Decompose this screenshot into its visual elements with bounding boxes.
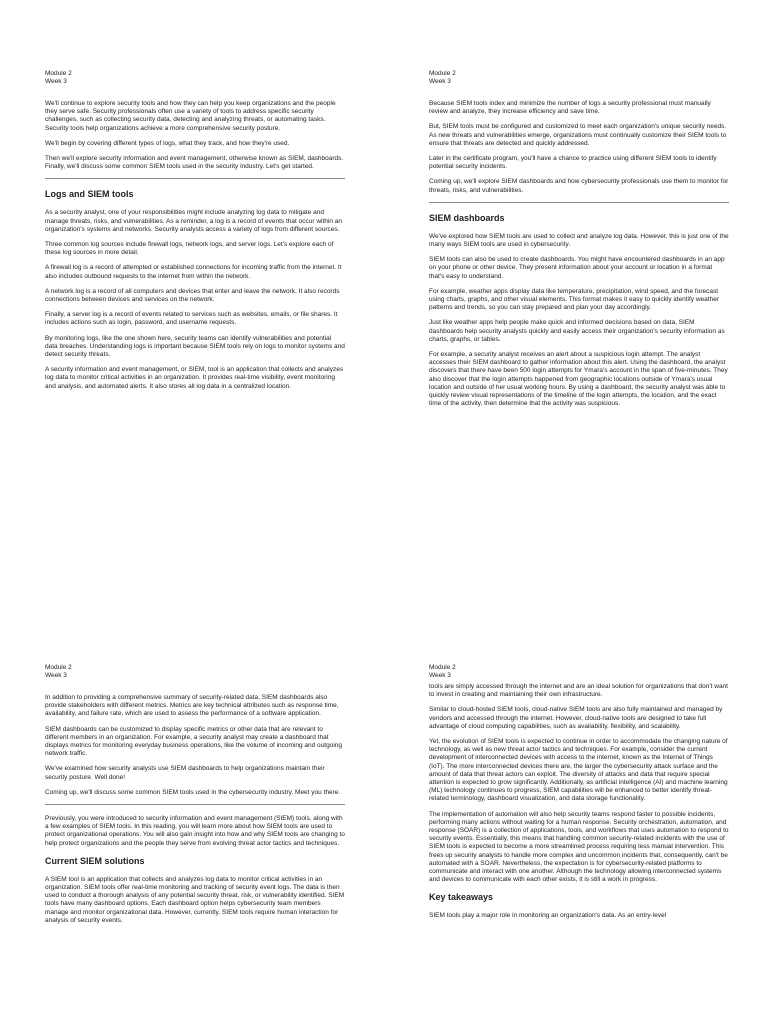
paragraph: We've examined how security analysts use SIEM dashboards to help organizations maintain their security posture. Well done! xyxy=(45,765,325,781)
paragraph: A SIEM tool is an application that collects and analyzes log data to monitor critical activities in an organization. SIEM tools offer real-time monitoring and tracking of security event logs. The data is then used to conduct a thorough analysis of any potential security threat, risk, or vulnerability identified. SIEM tools have many dashboard options. Each dashboard option helps cybersecurity team members manage and monitor organizational data. However, currently, SIEM tools require human interaction for analysis of security events. xyxy=(45,875,345,924)
section-heading: Current SIEM solutions xyxy=(45,855,145,866)
paragraph: Then we'll explore security information and event management, otherwise known as SIEM, dashboards. Finally, we'll discuss some common SIEM tools used in the security industry. Let's get started. xyxy=(45,155,344,171)
paragraph: By monitoring logs, like the one shown here, security teams can identify vulnerabilities and potential data breaches. Understanding logs is important because SIEM tools rely on logs to monitor systems and detect security threats. xyxy=(45,334,345,359)
section-heading: Key takeaways xyxy=(429,892,494,903)
section-divider xyxy=(429,202,729,203)
paragraph: In addition to providing a comprehensive summary of security-related data, SIEM dashboards also provide stakeholders with different metrics. Metrics are key technical attributes such as response time, availability, and failure rate, which are used to assess the performance of a software application. xyxy=(45,694,339,718)
paragraph: We'll begin by covering different types of logs, what they track, and how they're used. xyxy=(45,139,290,147)
paragraph: For example, weather apps display data like temperature, precipitation, wind speed, and the forecast using charts, graphs, and other visual elements. This format makes it easy to quickly identify weather patterns and trends, so you can stay prepared and plan your day accordingly. xyxy=(429,287,719,312)
paragraph: As a security analyst, one of your responsibilities might include analyzing log data to mitigate and manage threats, risks, and vulnerabilities. As a reminder, a log is a record of events that occur within an organization's systems and networks. Security analysts access a variety of logs from different sources. xyxy=(45,209,342,233)
module-label: Module 2 xyxy=(429,664,456,671)
paragraph: Similar to cloud-hosted SIEM tools, cloud-native SIEM tools are also fully maintained and managed by vendors and accessed through the internet. However, cloud-native tools are designed to take full advantage of cloud computing capabilities, such as availability, flexibility, and scalability. xyxy=(429,706,723,730)
section-divider xyxy=(45,178,345,179)
paragraph: SIEM tools can also be used to create dashboards. You might have encountered dashboards in an app on your phone or other device. They present information about your account or location in a format that's easy to understand. xyxy=(429,256,725,280)
paragraph: Coming up, we'll discuss some common SIEM tools used in the cybersecurity industry. Meet you there. xyxy=(45,788,341,796)
section-heading: SIEM dashboards xyxy=(429,212,505,223)
paragraph: SIEM dashboards can be customized to display specific metrics or other data that are relevant to different members in an organization. For example, a security analyst may create a dashboard that displays metrics for monitoring everyday business operations, like the volume of incoming and outgoing network traffic. xyxy=(45,725,342,758)
paragraph: We've explored how SIEM tools are used to collect and analyze log data. However, this is just one of the many ways SIEM tools are used in cybersecurity. xyxy=(429,232,729,249)
page-top-left xyxy=(45,70,345,510)
page-bottom-left xyxy=(45,664,345,1024)
paragraph: tools are simply accessed through the internet and are an ideal solution for organizations that don't want to invest in creating and maintaining their own infrastructure. xyxy=(429,683,728,699)
page-top-right xyxy=(429,70,729,510)
paragraph: Later in the certificate program, you'll have a chance to practice using different SIEM tools to identify potential security incidents. xyxy=(429,155,717,171)
paragraph: Because SIEM tools index and minimize the number of logs a security professional must manually review and analyze, they increase efficiency and save time. xyxy=(429,100,711,116)
paragraph: Coming up, we'll explore SIEM dashboards and how cybersecurity professionals use them to monitor for threats, risks, and vulnerabilities. xyxy=(429,178,729,194)
paragraph: The implementation of automation will also help security teams respond faster to possible incidents, performing many actions without waiting for a human response. Security orchestration, automation, and response (SOAR) is a collection of applications, tools, and workflows that uses automation to respond to security events. Essentially, this means that handling common security-related incidents with the use of SIEM tools is expected to become a more streamlined process requiring less manual intervention. This frees up security analysts to handle more complex and uncommon incidents that, consequently, can't be automated with a SOAR. Nevertheless, the expectation is for cybersecurity-related platforms to communicate and interact with one another. Although the technology allowing interconnected systems and devices to communicate with each other exists, it is still a work in progress. xyxy=(429,810,729,884)
section-divider xyxy=(45,804,345,805)
paragraph: A firewall log is a record of attempted or established connections for incoming traffic from the internet. It also includes outbound requests to the internet from within the network. xyxy=(45,264,342,280)
week-label: Week 3 xyxy=(429,672,451,679)
paragraph: Previously, you were introduced to security information and event management (SIEM) tools, along with a few examples of SIEM tools. In this reading, you will learn more about how SIEM tools are used to protect organizational operations. You will also gain insight into how and why SIEM tools are changing to help protect organizations and the people they serve from evolving threat actor tactics and techniques. xyxy=(45,815,345,847)
section-heading: Logs and SIEM tools xyxy=(45,189,134,200)
module-label: Module 2 xyxy=(45,664,72,671)
paragraph: Yet, the evolution of SIEM tools is expected to continue in order to accommodate the changing nature of technology, as well as new threat actor tactics and techniques. For example, consider the current development of interconnected devices with access to the internet, known as the Internet of Things (IoT). The more interconnected devices there are, the larger the cybersecurity attack surface and the amount of data that threat actors can exploit. The diversity of attacks and data that require special attention is expected to grow significantly. Additionally, as artificial intelligence (AI) and machine learning (ML) technology continues to progress, SIEM capabilities will be enhanced to better identify threat-related terminology, dashboard visualization, and data storage functionality. xyxy=(429,738,728,803)
week-label: Week 3 xyxy=(45,672,67,679)
paragraph: A security information and event management, or SIEM, tool is an application that collects and analyzes log data to monitor critical activities in an organization. It provides real-time visibility, event monitoring and analysis, and automated alerts. It also stores all log data in a centralized location. xyxy=(45,366,344,390)
paragraph: A network log is a record of all computers and devices that enter and leave the network. It also records connections between devices and services on the network. xyxy=(45,287,340,304)
week-label: Week 3 xyxy=(429,78,451,85)
page-bottom-right xyxy=(429,664,729,1024)
paragraph: SIEM tools play a major role in monitoring an organization's data. As an entry-level xyxy=(429,912,667,920)
week-label: Week 3 xyxy=(45,78,67,85)
module-label: Module 2 xyxy=(429,70,456,77)
paragraph: Just like weather apps help people make quick and informed decisions based on data, SIEM dashboards help security analysts quickly and easily access their organization's security information as charts, graphs, or tables. xyxy=(429,319,725,343)
paragraph: Finally, a server log is a record of events related to services such as websites, emails, or file shares. It includes actions such as login, password, and username requests. xyxy=(45,311,338,327)
paragraph: For example, a security analyst receives an alert about a suspicious login attempt. The analyst accesses their SIEM dashboard to gather information about this alert. Using the dashboard, the analyst discovers that there have been 500 login attempts for Ymara's account in the span of five-minutes. They also discover that the login attempts happened from geographic locations outside of Ymara's usual location and outside of her usual working hours. By using a dashboard, the security analyst was able to quickly review visual representations of the timeline of the login attempts, the location, and the exact time of the activity, then determine that the activity was suspicious. xyxy=(429,351,728,408)
paragraph: Three common log sources include firewall logs, network logs, and server logs. Let's explore each of these log sources in more detail. xyxy=(45,241,334,257)
paragraph: We'll continue to explore security tools and how they can help you keep organizations and the people they serve safe. Security professionals often use a variety of tools to address specific security challenges, such as collecting security data, detecting and analyzing threats, or automating tasks. Security tools help organizations achieve a more comprehensive security posture. xyxy=(45,100,336,132)
paragraph: But, SIEM tools must be configured and customized to meet each organization's unique security needs. As new threats and vulnerabilities emerge, organizations must continually customize their SIEM tools to ensure that threats are detected and quickly addressed. xyxy=(429,123,727,147)
module-label: Module 2 xyxy=(45,70,72,77)
